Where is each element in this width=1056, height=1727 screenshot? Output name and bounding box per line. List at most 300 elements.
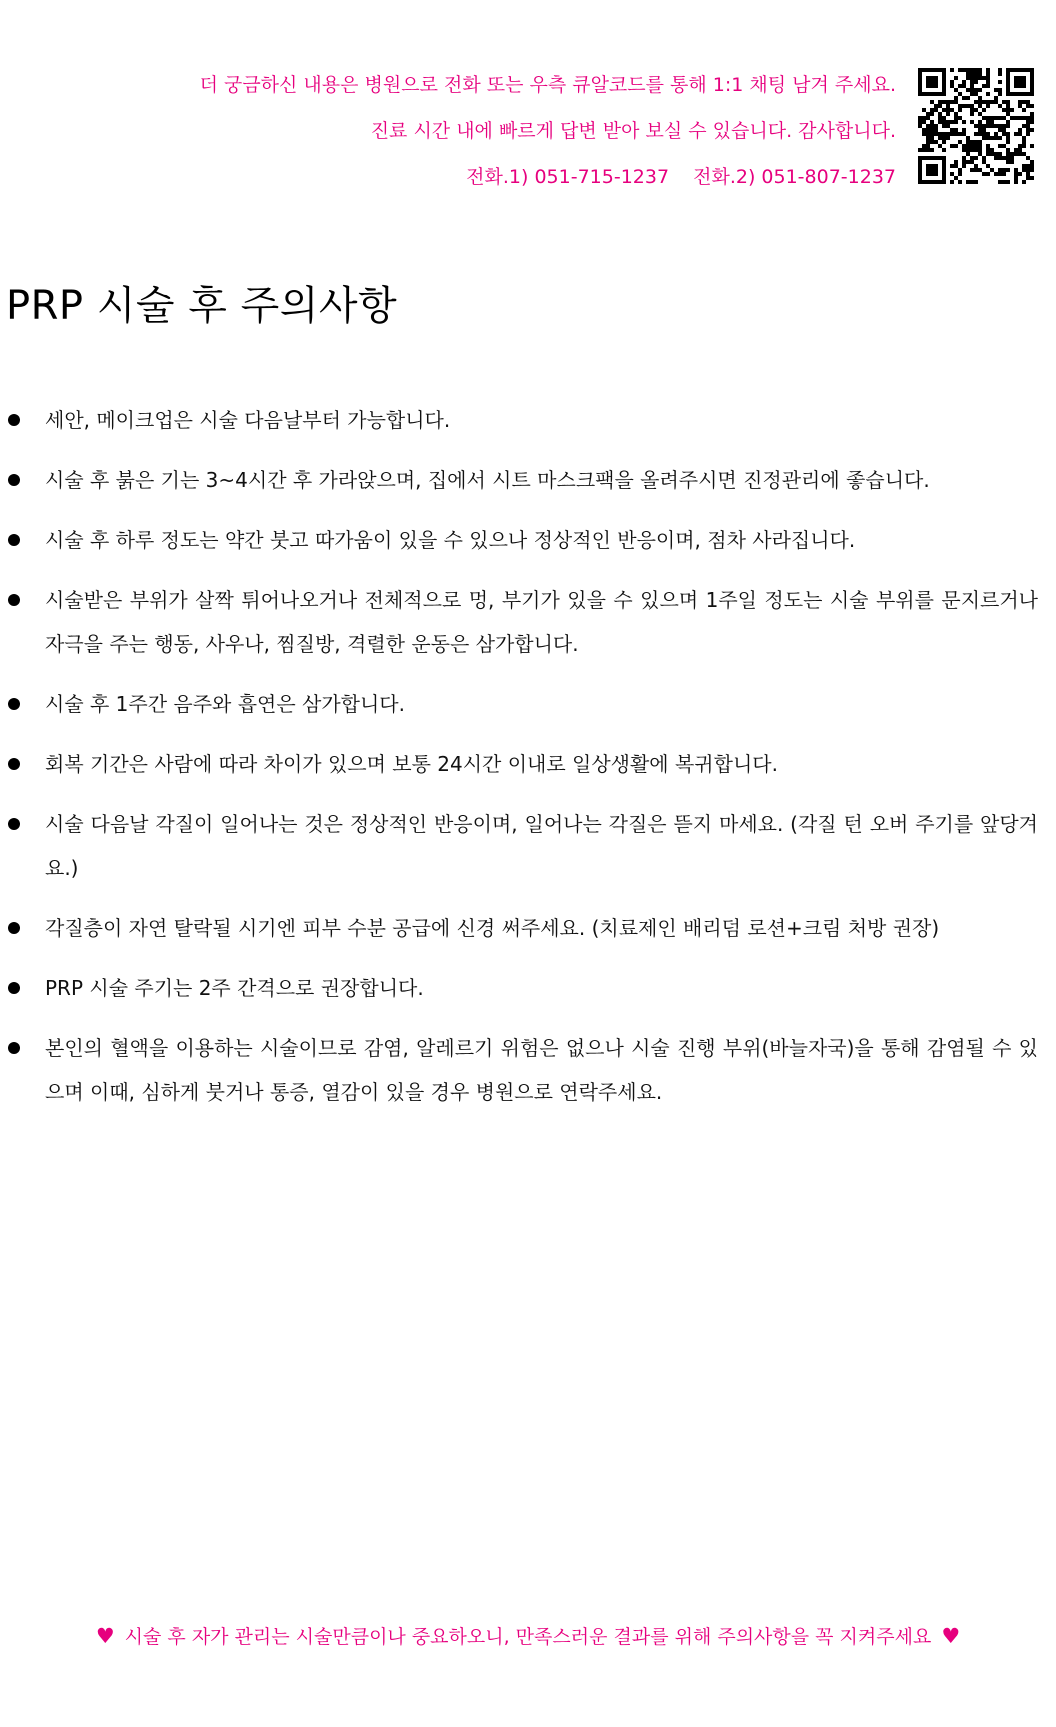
qr-module bbox=[970, 92, 974, 96]
qr-module bbox=[986, 100, 990, 104]
qr-module bbox=[986, 132, 990, 136]
note-text: 시술 후 1주간 음주와 흡연은 삼가합니다. bbox=[45, 692, 405, 716]
qr-module bbox=[974, 148, 978, 152]
qr-module bbox=[950, 68, 954, 72]
qr-module bbox=[950, 132, 954, 136]
qr-module bbox=[930, 100, 934, 104]
qr-module bbox=[926, 136, 930, 140]
qr-module bbox=[922, 120, 926, 124]
qr-module bbox=[966, 140, 970, 144]
qr-module bbox=[938, 144, 942, 148]
qr-module bbox=[978, 68, 982, 72]
qr-module bbox=[930, 112, 934, 116]
qr-module bbox=[926, 84, 930, 88]
qr-module bbox=[958, 92, 962, 96]
qr-module bbox=[974, 156, 978, 160]
qr-module bbox=[970, 144, 974, 148]
qr-module bbox=[954, 76, 958, 80]
qr-module bbox=[1026, 168, 1030, 172]
qr-module bbox=[1026, 100, 1030, 104]
qr-module bbox=[922, 116, 926, 120]
qr-module bbox=[946, 124, 950, 128]
qr-module bbox=[962, 156, 966, 160]
qr-module bbox=[1006, 92, 1010, 96]
qr-module bbox=[930, 128, 934, 132]
qr-module bbox=[982, 136, 986, 140]
qr-module bbox=[978, 124, 982, 128]
qr-module bbox=[986, 72, 990, 76]
note-text: 시술 후 하루 정도는 약간 붓고 따가움이 있을 수 있으나 정상적인 반응이며, 점차 사라집니다. bbox=[45, 528, 856, 552]
note-text: 시술 후 붉은 기는 3~4시간 후 가라앉으며, 집에서 시트 마스크팩을 올려주시면 진정관리에 좋습니다. bbox=[45, 468, 930, 492]
qr-module bbox=[934, 108, 938, 112]
qr-module bbox=[966, 88, 970, 92]
qr-module bbox=[1026, 172, 1030, 176]
qr-module bbox=[1018, 100, 1022, 104]
qr-module bbox=[1022, 144, 1026, 148]
qr-module bbox=[950, 180, 954, 184]
list-item bbox=[6, 682, 1038, 726]
qr-module bbox=[978, 152, 982, 156]
qr-module bbox=[958, 104, 962, 108]
qr-module bbox=[962, 96, 966, 100]
qr-module bbox=[958, 84, 962, 88]
qr-module bbox=[1006, 84, 1010, 88]
qr-module bbox=[1022, 164, 1026, 168]
qr-module bbox=[970, 84, 974, 88]
qr-module bbox=[970, 76, 974, 80]
note-text: 시술 다음날 각질이 일어나는 것은 정상적인 반응이며, 일어나는 각질은 뜯지 마세요. (각질 턴 오버 주기를 앞당겨요.) bbox=[45, 812, 1038, 880]
qr-module bbox=[962, 160, 966, 164]
qr-module bbox=[994, 152, 998, 156]
qr-module bbox=[998, 88, 1002, 92]
qr-module bbox=[926, 124, 930, 128]
note-text: 각질층이 자연 탈락될 시기엔 피부 수분 공급에 신경 써주세요. (치료제인 배리덤 로션+크림 처방 권장) bbox=[45, 916, 940, 940]
qr-module bbox=[978, 148, 982, 152]
qr-module bbox=[998, 180, 1002, 184]
qr-module bbox=[946, 100, 950, 104]
qr-module bbox=[926, 128, 930, 132]
qr-module bbox=[950, 84, 954, 88]
qr-module bbox=[970, 72, 974, 76]
qr-module bbox=[978, 88, 982, 92]
qr-module bbox=[994, 136, 998, 140]
qr-module bbox=[1006, 88, 1010, 92]
qr-module bbox=[950, 172, 954, 176]
qr-module bbox=[954, 88, 958, 92]
qr-module bbox=[966, 96, 970, 100]
qr-module bbox=[926, 140, 930, 144]
list-item bbox=[6, 742, 1038, 786]
list-item bbox=[6, 518, 1038, 562]
qr-module bbox=[934, 168, 938, 172]
qr-module bbox=[954, 120, 958, 124]
qr-module bbox=[938, 132, 942, 136]
qr-module bbox=[974, 164, 978, 168]
bullet-icon bbox=[8, 474, 20, 486]
qr-module bbox=[1006, 132, 1010, 136]
qr-module bbox=[978, 168, 982, 172]
qr-module bbox=[934, 180, 938, 184]
qr-module bbox=[918, 176, 922, 180]
qr-module bbox=[1002, 168, 1006, 172]
qr-module bbox=[918, 156, 922, 160]
qr-module bbox=[926, 156, 930, 160]
qr-module bbox=[930, 168, 934, 172]
qr-module bbox=[1018, 144, 1022, 148]
qr-module bbox=[958, 116, 962, 120]
qr-module bbox=[986, 136, 990, 140]
qr-module bbox=[926, 116, 930, 120]
note-text: PRP 시술 주기는 2주 간격으로 권장합니다. bbox=[45, 976, 424, 1000]
qr-module bbox=[986, 120, 990, 124]
contact-line-2: 진료 시간 내에 빠르게 답변 받아 보실 수 있습니다. 감사합니다. bbox=[370, 120, 896, 142]
qr-module bbox=[1006, 76, 1010, 80]
qr-module bbox=[930, 76, 934, 80]
bullet-icon bbox=[8, 922, 20, 934]
qr-module bbox=[934, 104, 938, 108]
qr-module bbox=[1006, 148, 1010, 152]
qr-module bbox=[918, 116, 922, 120]
qr-module bbox=[942, 100, 946, 104]
qr-module bbox=[1002, 172, 1006, 176]
qr-module bbox=[978, 96, 982, 100]
qr-module bbox=[1002, 132, 1006, 136]
qr-module bbox=[1030, 112, 1034, 116]
qr-module bbox=[998, 104, 1002, 108]
qr-module bbox=[918, 168, 922, 172]
qr-module bbox=[926, 92, 930, 96]
qr-module bbox=[986, 80, 990, 84]
qr-module bbox=[930, 132, 934, 136]
qr-module bbox=[974, 144, 978, 148]
qr-module bbox=[1026, 132, 1030, 136]
qr-module bbox=[970, 160, 974, 164]
qr-module bbox=[1006, 120, 1010, 124]
notes-list bbox=[6, 398, 1038, 1130]
qr-module bbox=[942, 132, 946, 136]
qr-module bbox=[998, 128, 1002, 132]
qr-module bbox=[970, 180, 974, 184]
phone-2[interactable]: 전화.2) 051-807-1237 bbox=[693, 166, 896, 188]
qr-module bbox=[998, 172, 1002, 176]
qr-module bbox=[1018, 104, 1022, 108]
qr-module bbox=[938, 116, 942, 120]
list-item bbox=[6, 458, 1038, 502]
qr-module bbox=[982, 116, 986, 120]
qr-module bbox=[974, 80, 978, 84]
qr-module bbox=[1006, 108, 1010, 112]
qr-module bbox=[926, 112, 930, 116]
qr-module bbox=[1006, 72, 1010, 76]
qr-module bbox=[1030, 120, 1034, 124]
qr-module bbox=[986, 116, 990, 120]
qr-module bbox=[974, 100, 978, 104]
qr-module bbox=[966, 180, 970, 184]
list-item bbox=[6, 1026, 1038, 1114]
qr-module bbox=[998, 156, 1002, 160]
qr-module bbox=[1002, 100, 1006, 104]
qr-module bbox=[954, 176, 958, 180]
qr-module bbox=[926, 76, 930, 80]
phone-1[interactable]: 전화.1) 051-715-1237 bbox=[466, 166, 670, 188]
qr-module bbox=[1006, 160, 1010, 164]
qr-module bbox=[950, 120, 954, 124]
qr-module bbox=[934, 156, 938, 160]
qr-module bbox=[998, 152, 1002, 156]
qr-module bbox=[938, 180, 942, 184]
qr-module bbox=[1022, 152, 1026, 156]
qr-module bbox=[926, 68, 930, 72]
qr-module bbox=[938, 156, 942, 160]
qr-module bbox=[1022, 76, 1026, 80]
qr-module bbox=[994, 172, 998, 176]
qr-module bbox=[918, 148, 922, 152]
qr-module bbox=[1018, 92, 1022, 96]
qr-module bbox=[950, 128, 954, 132]
qr-module bbox=[930, 148, 934, 152]
qr-module bbox=[1030, 88, 1034, 92]
qr-module bbox=[922, 132, 926, 136]
qr-module bbox=[1026, 92, 1030, 96]
qr-module bbox=[986, 164, 990, 168]
qr-module bbox=[942, 84, 946, 88]
qr-module bbox=[1022, 68, 1026, 72]
qr-module bbox=[930, 68, 934, 72]
qr-module bbox=[926, 168, 930, 172]
qr-module bbox=[1006, 100, 1010, 104]
qr-module bbox=[958, 180, 962, 184]
qr-module bbox=[922, 148, 926, 152]
qr-module bbox=[1010, 160, 1014, 164]
qr-module bbox=[982, 124, 986, 128]
qr-module bbox=[1006, 140, 1010, 144]
qr-module bbox=[1022, 136, 1026, 140]
qr-module bbox=[1002, 124, 1006, 128]
qr-module bbox=[998, 92, 1002, 96]
qr-module bbox=[1002, 180, 1006, 184]
qr-module bbox=[998, 72, 1002, 76]
qr-module bbox=[982, 128, 986, 132]
qr-module bbox=[942, 68, 946, 72]
qr-module bbox=[978, 128, 982, 132]
qr-module bbox=[1014, 132, 1018, 136]
qr-module bbox=[946, 132, 950, 136]
qr-module bbox=[926, 180, 930, 184]
qr-module bbox=[1010, 92, 1014, 96]
qr-module bbox=[918, 180, 922, 184]
qr-module bbox=[954, 132, 958, 136]
qr-module bbox=[922, 180, 926, 184]
qr-module bbox=[1014, 148, 1018, 152]
qr-module bbox=[1018, 152, 1022, 156]
qr-module bbox=[930, 156, 934, 160]
qr-code-icon[interactable] bbox=[918, 68, 1034, 184]
qr-module bbox=[934, 92, 938, 96]
bullet-icon bbox=[8, 818, 20, 830]
qr-module bbox=[962, 68, 966, 72]
qr-module bbox=[1006, 168, 1010, 172]
qr-module bbox=[970, 80, 974, 84]
qr-module bbox=[922, 156, 926, 160]
qr-module bbox=[998, 80, 1002, 84]
qr-module bbox=[994, 156, 998, 160]
qr-module bbox=[930, 80, 934, 84]
qr-module bbox=[946, 112, 950, 116]
qr-module bbox=[938, 120, 942, 124]
qr-module bbox=[918, 172, 922, 176]
qr-module bbox=[1030, 176, 1034, 180]
qr-module bbox=[990, 116, 994, 120]
qr-module bbox=[934, 172, 938, 176]
qr-module bbox=[918, 120, 922, 124]
qr-module bbox=[942, 164, 946, 168]
qr-module bbox=[1026, 128, 1030, 132]
page-title: PRP 시술 후 주의사항 bbox=[6, 283, 398, 329]
qr-module bbox=[978, 100, 982, 104]
heart-icon: ♥ bbox=[95, 1624, 115, 1648]
qr-module bbox=[998, 136, 1002, 140]
qr-module bbox=[1030, 84, 1034, 88]
qr-module bbox=[922, 68, 926, 72]
qr-module bbox=[1014, 176, 1018, 180]
note-text: 본인의 혈액을 이용하는 시술이므로 감염, 알레르기 위험은 없으나 시술 진행 부위(바늘자국)을 통해 감염될 수 있으며 이때, 심하게 붓거나 통증, 열감이 있을 경우 병원으로 연락주세요. bbox=[45, 1036, 1038, 1104]
qr-module bbox=[958, 172, 962, 176]
qr-module bbox=[946, 120, 950, 124]
qr-module bbox=[942, 148, 946, 152]
qr-module bbox=[918, 160, 922, 164]
qr-module bbox=[1002, 144, 1006, 148]
qr-module bbox=[958, 140, 962, 144]
qr-module bbox=[982, 172, 986, 176]
qr-module bbox=[958, 68, 962, 72]
qr-module bbox=[970, 108, 974, 112]
qr-module bbox=[930, 172, 934, 176]
qr-module bbox=[974, 124, 978, 128]
qr-module bbox=[962, 120, 966, 124]
qr-module bbox=[942, 80, 946, 84]
qr-module bbox=[978, 140, 982, 144]
qr-module bbox=[950, 108, 954, 112]
qr-module bbox=[918, 124, 922, 128]
qr-module bbox=[990, 124, 994, 128]
qr-module bbox=[970, 104, 974, 108]
qr-module bbox=[978, 132, 982, 136]
qr-module bbox=[930, 140, 934, 144]
qr-module bbox=[954, 100, 958, 104]
qr-module bbox=[974, 168, 978, 172]
bullet-icon bbox=[8, 698, 20, 710]
qr-module bbox=[1030, 164, 1034, 168]
qr-module bbox=[1006, 80, 1010, 84]
qr-module bbox=[966, 136, 970, 140]
qr-module bbox=[986, 144, 990, 148]
qr-module bbox=[982, 84, 986, 88]
qr-module bbox=[966, 68, 970, 72]
qr-module bbox=[942, 72, 946, 76]
qr-module bbox=[1022, 124, 1026, 128]
qr-module bbox=[1022, 80, 1026, 84]
qr-module bbox=[1006, 104, 1010, 108]
qr-module bbox=[1018, 68, 1022, 72]
qr-module bbox=[942, 140, 946, 144]
bullet-icon bbox=[8, 1042, 20, 1054]
qr-module bbox=[954, 164, 958, 168]
qr-module bbox=[942, 92, 946, 96]
qr-module bbox=[966, 160, 970, 164]
qr-module bbox=[974, 68, 978, 72]
qr-module bbox=[934, 128, 938, 132]
bullet-icon bbox=[8, 534, 20, 546]
qr-module bbox=[990, 148, 994, 152]
qr-module bbox=[934, 132, 938, 136]
heart-icon: ♥ bbox=[941, 1624, 961, 1648]
qr-module bbox=[922, 108, 926, 112]
bullet-icon bbox=[8, 414, 20, 426]
qr-module bbox=[974, 92, 978, 96]
qr-module bbox=[994, 96, 998, 100]
qr-module bbox=[990, 120, 994, 124]
qr-module bbox=[1030, 144, 1034, 148]
qr-module bbox=[1030, 92, 1034, 96]
qr-module bbox=[998, 168, 1002, 172]
list-item bbox=[6, 966, 1038, 1010]
qr-module bbox=[934, 164, 938, 168]
qr-module bbox=[1014, 80, 1018, 84]
bullet-icon bbox=[8, 758, 20, 770]
qr-module bbox=[918, 164, 922, 168]
qr-module bbox=[1006, 156, 1010, 160]
qr-module bbox=[1026, 120, 1030, 124]
qr-module bbox=[978, 72, 982, 76]
qr-module bbox=[930, 92, 934, 96]
qr-module bbox=[962, 104, 966, 108]
qr-module bbox=[950, 80, 954, 84]
qr-module bbox=[950, 164, 954, 168]
qr-module bbox=[994, 88, 998, 92]
qr-module bbox=[1006, 68, 1010, 72]
qr-module bbox=[1010, 156, 1014, 160]
qr-module bbox=[958, 168, 962, 172]
qr-module bbox=[982, 132, 986, 136]
qr-module bbox=[918, 76, 922, 80]
qr-module bbox=[962, 84, 966, 88]
qr-module bbox=[962, 164, 966, 168]
qr-module bbox=[998, 144, 1002, 148]
qr-module bbox=[1014, 172, 1018, 176]
qr-module bbox=[970, 68, 974, 72]
qr-module bbox=[970, 148, 974, 152]
qr-module bbox=[922, 92, 926, 96]
qr-module bbox=[1022, 168, 1026, 172]
qr-module bbox=[1010, 68, 1014, 72]
qr-module bbox=[1014, 92, 1018, 96]
qr-module bbox=[1010, 108, 1014, 112]
qr-module bbox=[942, 108, 946, 112]
qr-module bbox=[966, 104, 970, 108]
qr-module bbox=[994, 116, 998, 120]
qr-module bbox=[986, 84, 990, 88]
qr-module bbox=[946, 108, 950, 112]
qr-module bbox=[926, 132, 930, 136]
qr-module bbox=[1014, 168, 1018, 172]
qr-module bbox=[1026, 104, 1030, 108]
qr-module bbox=[1018, 148, 1022, 152]
qr-module bbox=[926, 80, 930, 84]
qr-module bbox=[1026, 68, 1030, 72]
qr-module bbox=[934, 80, 938, 84]
qr-module bbox=[990, 100, 994, 104]
qr-module bbox=[1018, 76, 1022, 80]
